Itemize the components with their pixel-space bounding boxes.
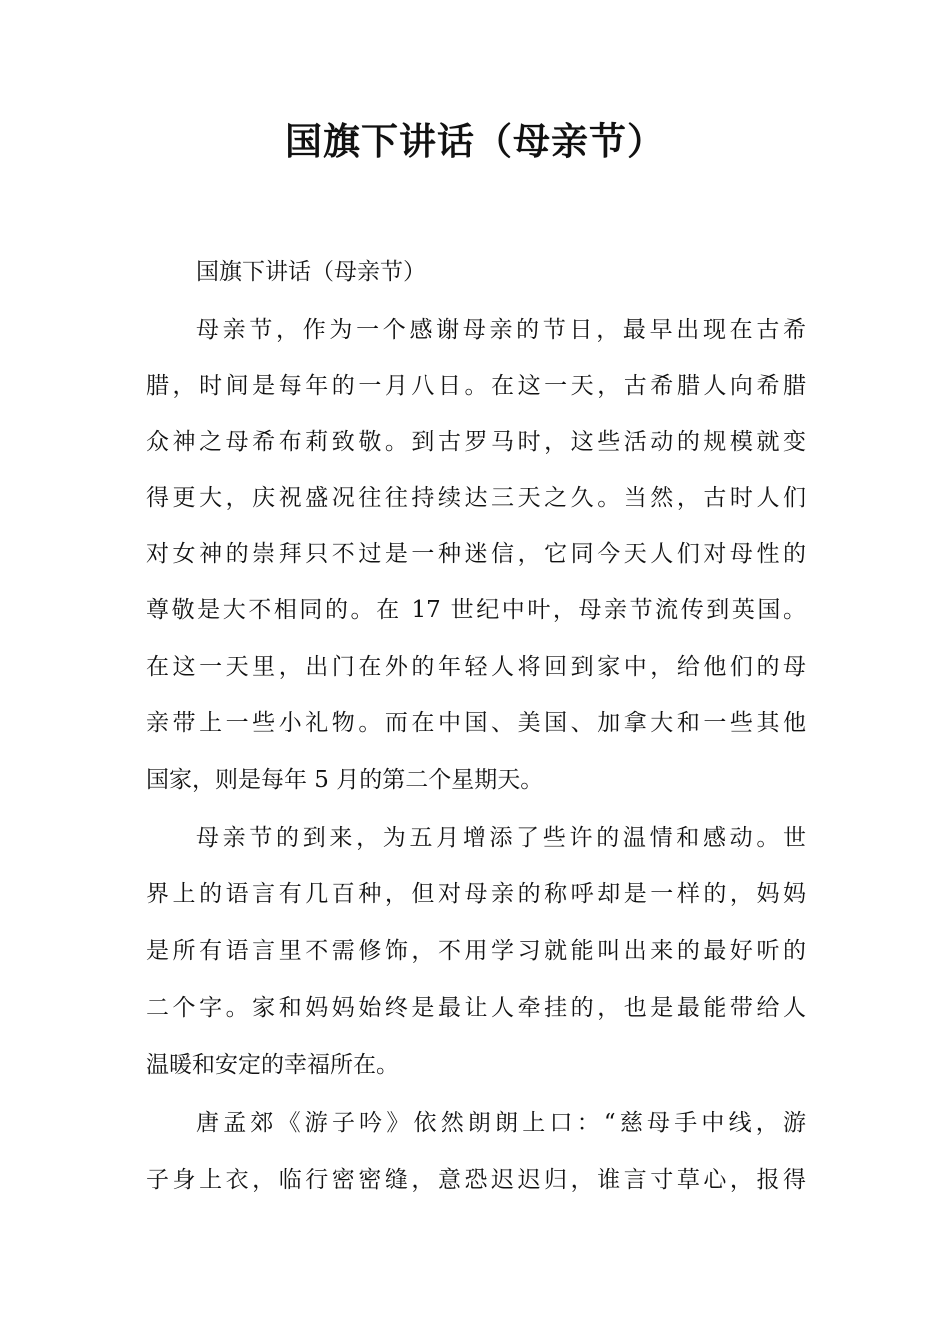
body-line: 对女神的崇拜只不过是一种迷信，它同今天人们对母性的 xyxy=(146,541,806,567)
body-line: 亲带上一些小礼物。而在中国、美国、加拿大和一些其他 xyxy=(146,710,806,736)
body-line: 温暖和安定的幸福所在。 xyxy=(146,1052,399,1078)
body-line: 母亲节的到来，为五月增添了些许的温情和感动。世 xyxy=(196,825,806,851)
body-line: 众神之母希布莉致敬。到古罗马时，这些活动的规模就变 xyxy=(146,429,806,455)
body-line: 在这一天里，出门在外的年轻人将回到家中，给他们的母 xyxy=(146,654,806,680)
body-line: 子身上衣，临行密密缝，意恐迟迟归，谁言寸草心，报得 xyxy=(146,1167,806,1193)
body-line: 国家，则是每年 5 月的第二个星期天。 xyxy=(146,767,544,793)
body-line: 界上的语言有几百种，但对母亲的称呼却是一样的，妈妈 xyxy=(146,881,806,907)
body-line: 腊，时间是每年的一月八日。在这一天，古希腊人向希腊 xyxy=(146,373,806,399)
body-line: 是所有语言里不需修饰，不用学习就能叫出来的最好听的 xyxy=(146,938,806,964)
body-line: 母亲节，作为一个感谢母亲的节日，最早出现在古希 xyxy=(196,317,806,343)
body-line: 尊敬是大不相同的。在 17 世纪中叶，母亲节流传到英国。 xyxy=(146,597,806,623)
body-line: 得更大，庆祝盛况往往持续达三天之久。当然，古时人们 xyxy=(146,485,806,511)
document-title: 国旗下讲话（母亲节） xyxy=(285,120,665,163)
body-line: 二个字。家和妈妈始终是最让人牵挂的，也是最能带给人 xyxy=(146,995,806,1021)
body-line: 唐孟郊《游子吟》依然朗朗上口：“慈母手中线，游 xyxy=(196,1110,806,1136)
subtitle-line: 国旗下讲话（母亲节） xyxy=(196,259,426,285)
